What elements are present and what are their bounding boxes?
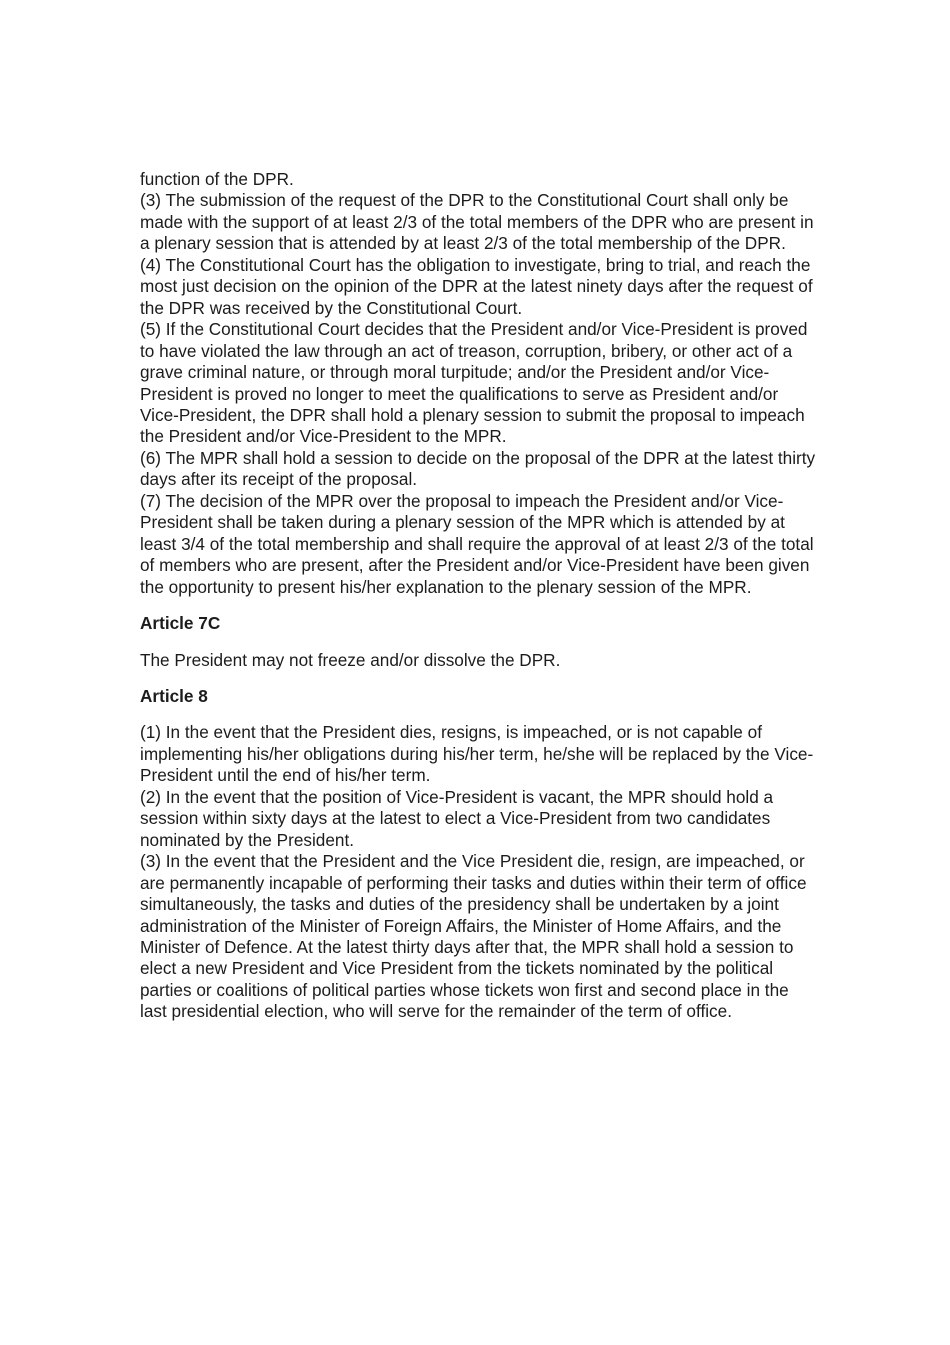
- article-8-paragraph-3: (3) In the event that the President and the Vice President die, resign, are impeached, or are permanently incapable of performing their tasks and duties within their term of office simultaneously, the tasks and duties of the presidency shall be undertaken by a joint administration of the Minister of Foreign Affairs, the Minister of Home Affairs, and the Minister of Defence. At the latest thirty days after that, the MPR shall hold a session to elect a new President and Vice President from the tickets nominated by the political parties or coalitions of political parties whose tickets won first and second place in the last presidential election, who will serve for the remainder of the term of office.: [140, 851, 807, 1022]
- paragraph-3: (3) The submission of the request of the DPR to the Constitutional Court shall only be made with the support of at least 2/3 of the total members of the DPR who are present in a plenary session that is attended by at least 2/3 of the total membership of the DPR.: [140, 190, 814, 254]
- paragraph-5: (5) If the Constitutional Court decides that the President and/or Vice-President is proved to have violated the law through an act of treason, corruption, bribery, or other act of a grave criminal nature, or through moral turpitude; and/or the President and/or Vice-President is proved no longer to meet the qualifications to serve as President and/or Vice-President, the DPR shall hold a plenary session to submit the proposal to impeach the President and/or Vice-President to the MPR.: [140, 319, 808, 447]
- article-7c-heading: Article 7C: [140, 613, 221, 634]
- paragraph-4: (4) The Constitutional Court has the obligation to investigate, bring to trial, and reach the most just decision on the opinion of the DPR at the latest ninety days after the request of the DPR was received by the Constitutional Court.: [140, 254, 813, 318]
- paragraph-continuation: function of the DPR.: [140, 169, 294, 189]
- paragraph-7: (7) The decision of the MPR over the proposal to impeach the President and/or Vice-President shall be taken during a plenary session of the MPR which is attended by at least 3/4 of the total membership and shall require the approval of at least 2/3 of the total of members who are present, after the President and/or Vice-President have been given the opportunity to present his/her explanation to the plenary session of the MPR.: [140, 490, 814, 597]
- article-7c-text: The President may not freeze and/or dissolve the DPR.: [140, 649, 561, 670]
- article-8-paragraph-1: (1) In the event that the President dies, resigns, is impeached, or is not capable of implementing his/her obligations during his/her term, he/she will be replaced by the Vice-President until the end of his/her term.: [140, 722, 814, 786]
- document-page: [140, 169, 816, 1023]
- section-continuation: [140, 169, 816, 598]
- article-8-heading: Article 8: [140, 685, 208, 706]
- article-8-body: [140, 722, 816, 1022]
- article-8-paragraph-2: (2) In the event that the position of Vice-President is vacant, the MPR should hold a session within sixty days at the latest to elect a Vice-President from two candidates nominated by the President.: [140, 786, 774, 850]
- article-7c-body: [140, 650, 816, 671]
- paragraph-6: (6) The MPR shall hold a session to decide on the proposal of the DPR at the latest thirty days after its receipt of the proposal.: [140, 447, 816, 490]
